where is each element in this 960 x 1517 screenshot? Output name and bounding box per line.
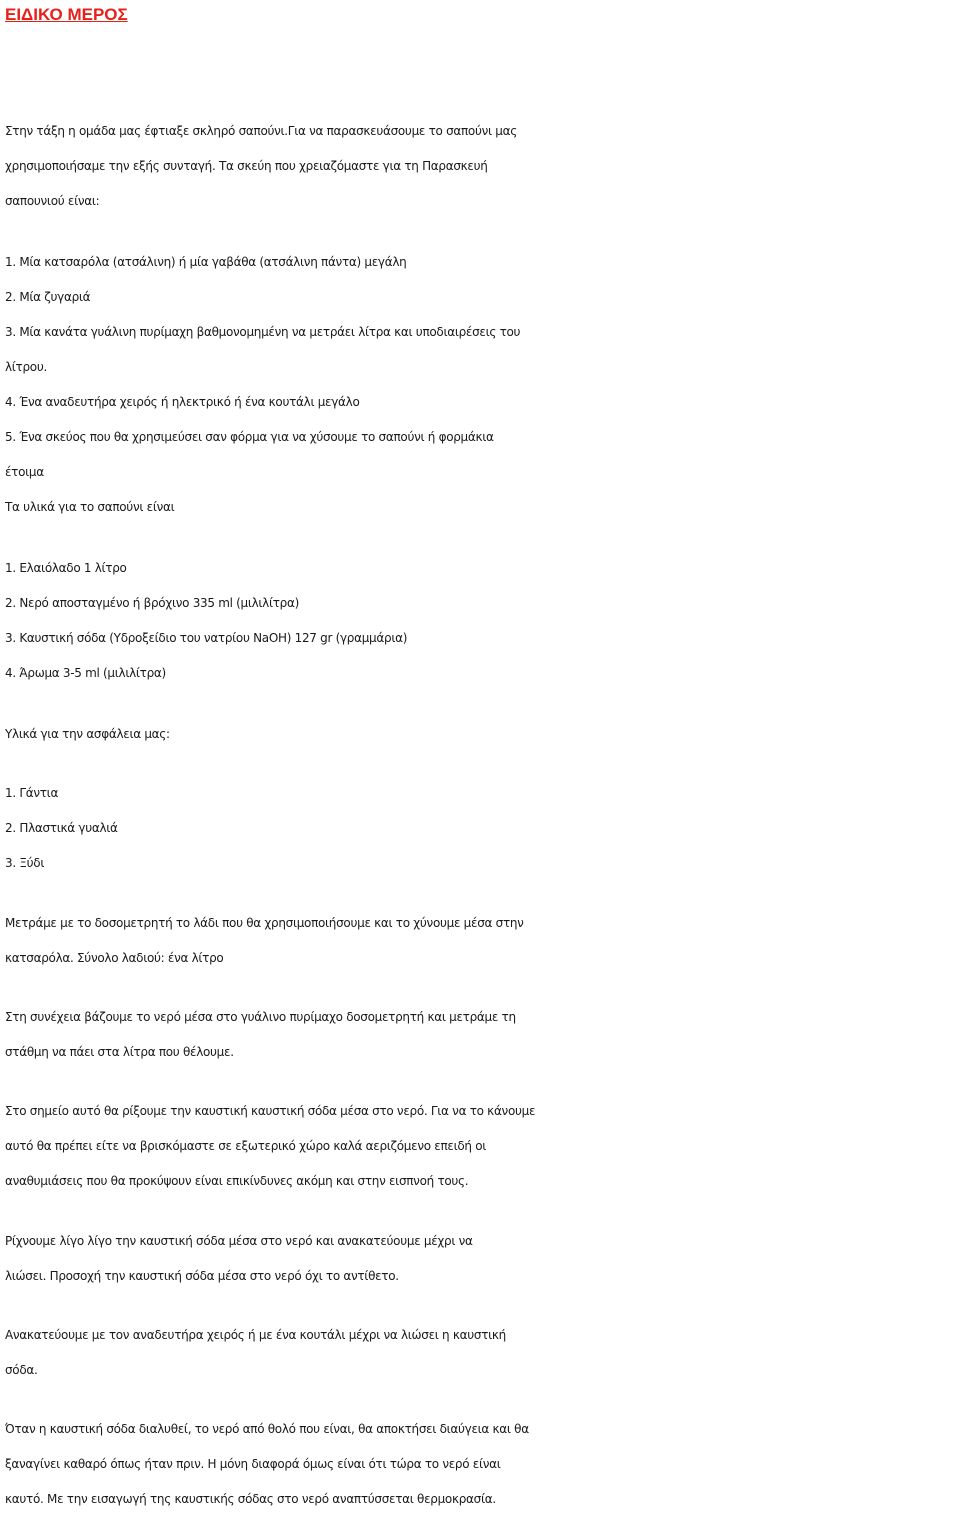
list-item: 4. Ένα αναδευτήρα χειρός ή ηλεκτρικό ή ένα κουτάλι μεγάλο — [5, 395, 360, 409]
paragraph-line: Στη συνέχεια βάζουμε το νερό μέσα στο γυάλινο πυρίμαχο δοσομετρητή και μετράμε τη — [5, 1010, 516, 1024]
paragraph-line: κατσαρόλα. Σύνολο λαδιού: ένα λίτρο — [5, 951, 224, 965]
list-item: 2. Μία ζυγαριά — [5, 290, 91, 304]
list-item: 2. Πλαστικά γυαλιά — [5, 821, 118, 835]
paragraph — [5, 1094, 957, 1199]
paragraph-line: Ανακατεύουμε με τον αναδευτήρα χειρός ή με ένα κουτάλι μέχρι να λιώσει η καυστική — [5, 1328, 506, 1342]
paragraph-line: Μετράμε με το δοσομετρητή το λάδι που θα χρησιμοποιήσουμε και το χύνουμε μέσα στην — [5, 916, 524, 930]
safety-title: Υλικά για την ασφάλεια μας: — [5, 727, 170, 741]
materials-title: Τα υλικά για το σαπούνι είναι — [5, 500, 175, 514]
list-item: 1. Γάντια — [5, 786, 59, 800]
list-item: 3. Ξύδι — [5, 856, 45, 870]
list-item: 3. Μία κανάτα γυάλινη πυρίμαχη βαθμονομημένη να μετράει λίτρα και υποδιαιρέσεις του — [5, 325, 521, 339]
paragraph-line: Όταν η καυστική σόδα διαλυθεί, το νερό από θολό που είναι, θα αποκτήσει διαύγεια και θα — [5, 1422, 529, 1436]
section-heading: ΕΙΔΙΚΟ ΜΕΡΟΣ — [5, 5, 128, 24]
list-item: 1. Ελαιόλαδο 1 λίτρο — [5, 561, 127, 575]
list-item: 1. Μία κατσαρόλα (ατσάλινη) ή μία γαβάθα (ατσάλινη πάντα) μεγάλη — [5, 255, 407, 269]
paragraph — [5, 906, 957, 976]
intro-line: Στην τάξη η ομάδα μας έφτιαξε σκληρό σαπούνι.Για να παρασκευάσουμε το σαπούνι μας — [5, 124, 517, 138]
paragraph-line: καυτό. Με την εισαγωγή της καυστικής σόδας στο νερό αναπτύσσεται θερμοκρασία. — [5, 1492, 496, 1506]
safety-title-block — [5, 717, 957, 752]
intro-paragraph — [5, 114, 957, 219]
list-item: λίτρου. — [5, 360, 48, 374]
safety-list — [5, 776, 957, 881]
paragraph-line: σόδα. — [5, 1363, 38, 1377]
list-item: έτοιμα — [5, 465, 44, 479]
materials-list — [5, 551, 957, 691]
paragraph — [5, 1224, 957, 1294]
intro-line: σαπουνιού είναι: — [5, 194, 100, 208]
paragraph-line: αναθυμιάσεις που θα προκύψουν είναι επικίνδυνες ακόμη και στην εισπνοή τους. — [5, 1174, 469, 1188]
list-item: 4. Άρωμα 3-5 ml (μιλιλίτρα) — [5, 666, 166, 680]
intro-line: χρησιμοποιήσαμε την εξής συνταγή. Τα σκεύη που χρειαζόμαστε για τη Παρασκευή — [5, 159, 488, 173]
paragraph-line: στάθμη να πάει στα λίτρα που θέλουμε. — [5, 1045, 234, 1059]
paragraph-line: αυτό θα πρέπει είτε να βρισκόμαστε σε εξωτερικό χώρο καλά αεριζόμενο επειδή οι — [5, 1139, 487, 1153]
list-item: 5. Ένα σκεύος που θα χρησιμεύσει σαν φόρμα για να χύσουμε το σαπούνι ή φορμάκια — [5, 430, 494, 444]
paragraph-line: Στο σημείο αυτό θα ρίξουμε την καυστική καυστική σόδα μέσα στο νερό. Για να το κάνουμε — [5, 1104, 536, 1118]
list-item: 2. Νερό αποσταγμένο ή βρόχινο 335 ml (μιλιλίτρα) — [5, 596, 299, 610]
list-item: 3. Καυστική σόδα (Υδροξείδιο του νατρίου NaOH) 127 gr (γραμμάρια) — [5, 631, 408, 645]
paragraph-line: Ρίχνουμε λίγο λίγο την καυστική σόδα μέσα στο νερό και ανακατεύουμε μέχρι να — [5, 1234, 473, 1248]
paragraph — [5, 1412, 957, 1517]
paragraph — [5, 1000, 957, 1070]
paragraph-line: ξαναγίνει καθαρό όπως ήταν πριν. Η μόνη διαφορά όμως είναι ότι τώρα το νερό είναι — [5, 1457, 501, 1471]
utensils-list — [5, 245, 957, 525]
paragraph — [5, 1318, 957, 1388]
paragraph-line: λιώσει. Προσοχή την καυστική σόδα μέσα στο νερό όχι το αντίθετο. — [5, 1269, 399, 1283]
